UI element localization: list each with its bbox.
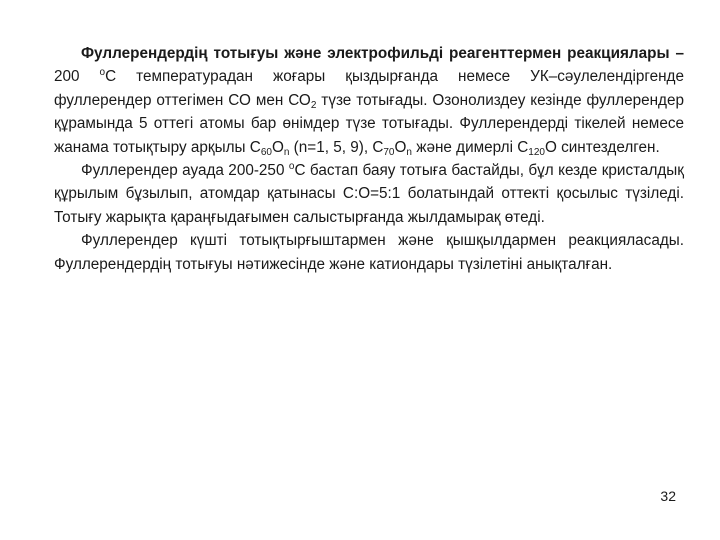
paragraph-1-bold-heading: Фуллерендердің тотығуы және электрофильді реагенттермен реакциялары – bbox=[81, 45, 684, 62]
text-run: және димерлі С bbox=[411, 138, 529, 156]
text-run: Фуллерендер ауада 200-250 bbox=[81, 162, 289, 180]
text-run: С бастап баяу тотыға бастайды, бұл кезде кристалдық құрылым бұзылып, атомдар қатынасы С:О=5:1 болатындай оттекті қосылыс түзіледі. Тотығу жарықта қараңғыдағымен салыстырғанда жылдамырақ өтеді. bbox=[54, 162, 684, 226]
subscript: n bbox=[406, 146, 412, 158]
subscript: 60 bbox=[260, 146, 272, 158]
paragraph-3 bbox=[54, 229, 684, 276]
text-run: О синтезделген. bbox=[544, 138, 660, 156]
subscript: 120 bbox=[528, 146, 545, 158]
degree-mark: о bbox=[288, 161, 295, 173]
body-text bbox=[54, 42, 684, 276]
subscript: 70 bbox=[383, 146, 395, 158]
text-run: С температурадан жоғары қыздырғанда немесе УК–сәулелендіргенде фуллерендер оттегімен СО мен СО bbox=[54, 68, 684, 109]
text-run: 200 bbox=[54, 68, 100, 86]
paragraph-2 bbox=[54, 159, 684, 229]
page-number: 32 bbox=[660, 488, 676, 504]
paragraph-1 bbox=[54, 42, 684, 159]
subscript: n bbox=[283, 146, 290, 158]
subscript: 2 bbox=[310, 99, 317, 111]
text-run: түзе тотығады. Озонолиздеу кезінде фуллерендер құрамында 5 оттегі атомы бар өнімдер түзе тотығады. Фуллерендерді тікелей немесе жанама тотықтыру арқылы С bbox=[54, 91, 684, 156]
text-run: Фуллерендер күшті тотықтырғыштармен және қышқылдармен реакцияласады. Фуллерендердің тотығуы нәтижесінде және катиондары түзілетіні анықталған. bbox=[54, 232, 684, 273]
degree-mark: о bbox=[99, 67, 106, 79]
text-run: О bbox=[394, 138, 407, 156]
text-run: (n=1, 5, 9), С bbox=[289, 138, 384, 156]
text-run: О bbox=[271, 138, 284, 156]
